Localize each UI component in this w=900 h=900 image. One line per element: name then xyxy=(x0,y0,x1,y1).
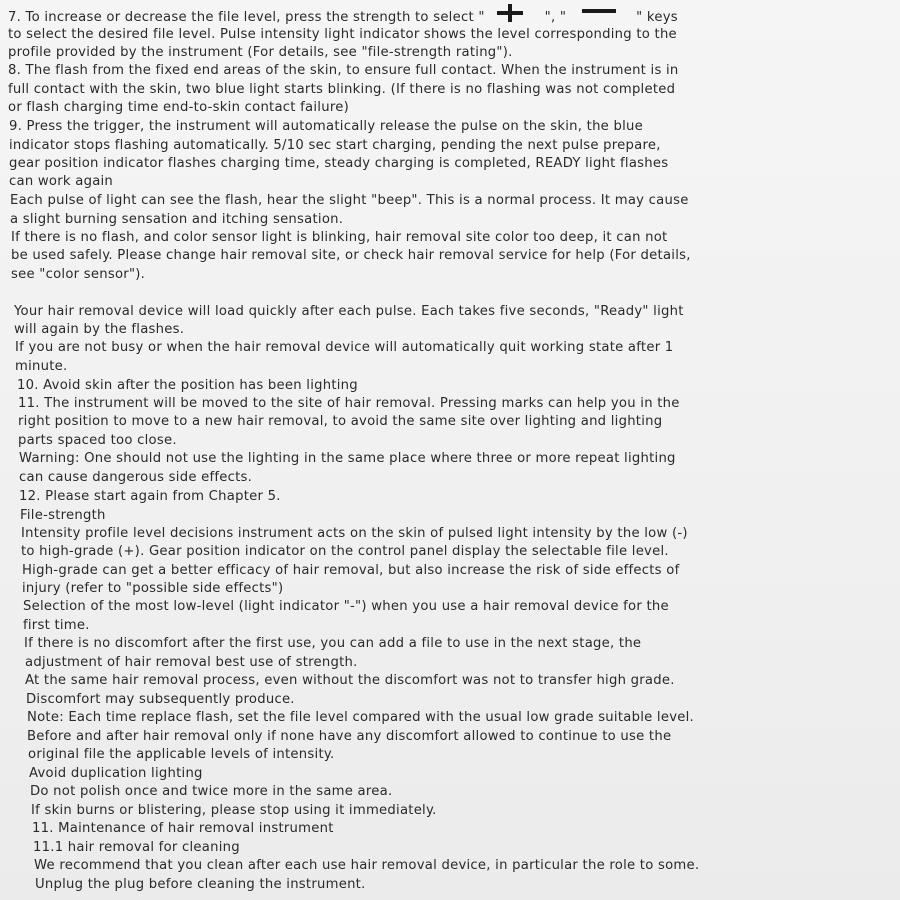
text-line-34: If there is no discomfort after the first use, you can add a file to use in the next stage, the xyxy=(24,636,642,651)
text-line-07: 9. Press the trigger, the instrument will automatically release the pulse on the skin, the blue xyxy=(9,119,643,134)
text-line-14: be used safely. Please change hair removal site, or check hair removal service for help (For details, xyxy=(11,248,691,263)
text-line-31: injury (refer to "possible side effects") xyxy=(22,581,284,596)
text-line-24: Warning: One should not use the lighting in the same place where three or more repeat lighting xyxy=(19,451,676,466)
text-line-01-part-b: ", " xyxy=(544,10,567,25)
text-line-47: Unplug the plug before cleaning the instrument. xyxy=(35,877,366,892)
minus-icon xyxy=(582,9,616,13)
text-line-06: or flash charging time end-to-skin contact failure) xyxy=(8,100,349,115)
text-line-25: can cause dangerous side effects. xyxy=(19,470,253,485)
text-line-11: Each pulse of light can see the flash, hear the slight "beep". This is a normal process. It may cause xyxy=(10,193,689,208)
text-line-26: 12. Please start again from Chapter 5. xyxy=(19,489,281,504)
text-line-32: Selection of the most low-level (light indicator "-") when you use a hair removal device for the xyxy=(23,599,669,614)
plus-icon xyxy=(497,4,523,22)
text-line-28: Intensity profile level decisions instrument acts on the skin of pulsed light intensity by the low (-) xyxy=(21,526,688,541)
text-line-46: We recommend that you clean after each use hair removal device, in particular the role to some. xyxy=(34,858,700,873)
text-line-44: 11. Maintenance of hair removal instrument xyxy=(32,821,334,836)
text-line-30: High-grade can get a better efficacy of hair removal, but also increase the risk of side effects of xyxy=(22,563,680,578)
text-line-16: Your hair removal device will load quickly after each pulse. Each takes five seconds, "Ready" light xyxy=(14,304,684,319)
text-line-04: 8. The flash from the fixed end areas of the skin, to ensure full contact. When the instrument is in xyxy=(8,63,679,78)
text-line-42: Do not polish once and twice more in the same area. xyxy=(30,784,393,799)
text-line-23: parts spaced too close. xyxy=(18,433,177,448)
text-line-35: adjustment of hair removal best use of strength. xyxy=(25,655,358,670)
text-line-03: profile provided by the instrument (For details, see "file-strength rating"). xyxy=(8,45,513,60)
text-line-15: see "color sensor"). xyxy=(11,267,146,282)
text-line-01-part-a: 7. To increase or decrease the file level, press the strength to select " xyxy=(8,10,485,25)
text-line-29: to high-grade (+). Gear position indicator on the control panel display the selectable file level. xyxy=(21,544,669,559)
text-line-39: Before and after hair removal only if none have any discomfort allowed to continue to use the xyxy=(27,729,672,744)
text-line-01-part-c: " keys xyxy=(636,10,678,25)
text-line-36: At the same hair removal process, even without the discomfort was not to transfer high grade. xyxy=(25,673,675,688)
text-line-43: If skin burns or blistering, please stop using it immediately. xyxy=(31,803,437,818)
text-line-18: If you are not busy or when the hair removal device will automatically quit working state after 1 xyxy=(15,340,674,355)
text-line-01 xyxy=(8,8,678,26)
text-line-02: to select the desired file level. Pulse intensity light indicator shows the level corresponding to the xyxy=(8,27,677,42)
text-line-38: Note: Each time replace flash, set the file level compared with the usual low grade suitable level. xyxy=(27,710,694,725)
text-line-45: 11.1 hair removal for cleaning xyxy=(33,840,240,855)
text-line-08: indicator stops flashing automatically. 5/10 sec start charging, pending the next pulse prepare, xyxy=(9,138,661,153)
text-line-33: first time. xyxy=(23,618,90,633)
text-line-09: gear position indicator flashes charging time, steady charging is completed, READY light flashes xyxy=(9,156,669,171)
text-line-05: full contact with the skin, two blue light starts blinking. (If there is no flashing was not completed xyxy=(8,82,676,97)
text-line-41: Avoid duplication lighting xyxy=(29,766,203,781)
text-line-17: will again by the flashes. xyxy=(14,322,185,337)
text-line-13: If there is no flash, and color sensor light is blinking, hair removal site color too deep, it can not xyxy=(11,230,668,245)
text-line-40: original file the applicable levels of intensity. xyxy=(28,747,335,762)
text-line-27: File-strength xyxy=(20,508,106,523)
text-line-10: can work again xyxy=(9,174,114,189)
text-line-20: 10. Avoid skin after the position has been lighting xyxy=(17,378,358,393)
text-line-19: minute. xyxy=(15,359,68,374)
text-line-12: a slight burning sensation and itching sensation. xyxy=(10,212,344,227)
text-line-37: Discomfort may subsequently produce. xyxy=(26,692,295,707)
text-line-21: 11. The instrument will be moved to the site of hair removal. Pressing marks can help you in the xyxy=(18,396,680,411)
text-line-22: right position to move to a new hair removal, to avoid the same site over lighting and lighting xyxy=(18,414,663,429)
